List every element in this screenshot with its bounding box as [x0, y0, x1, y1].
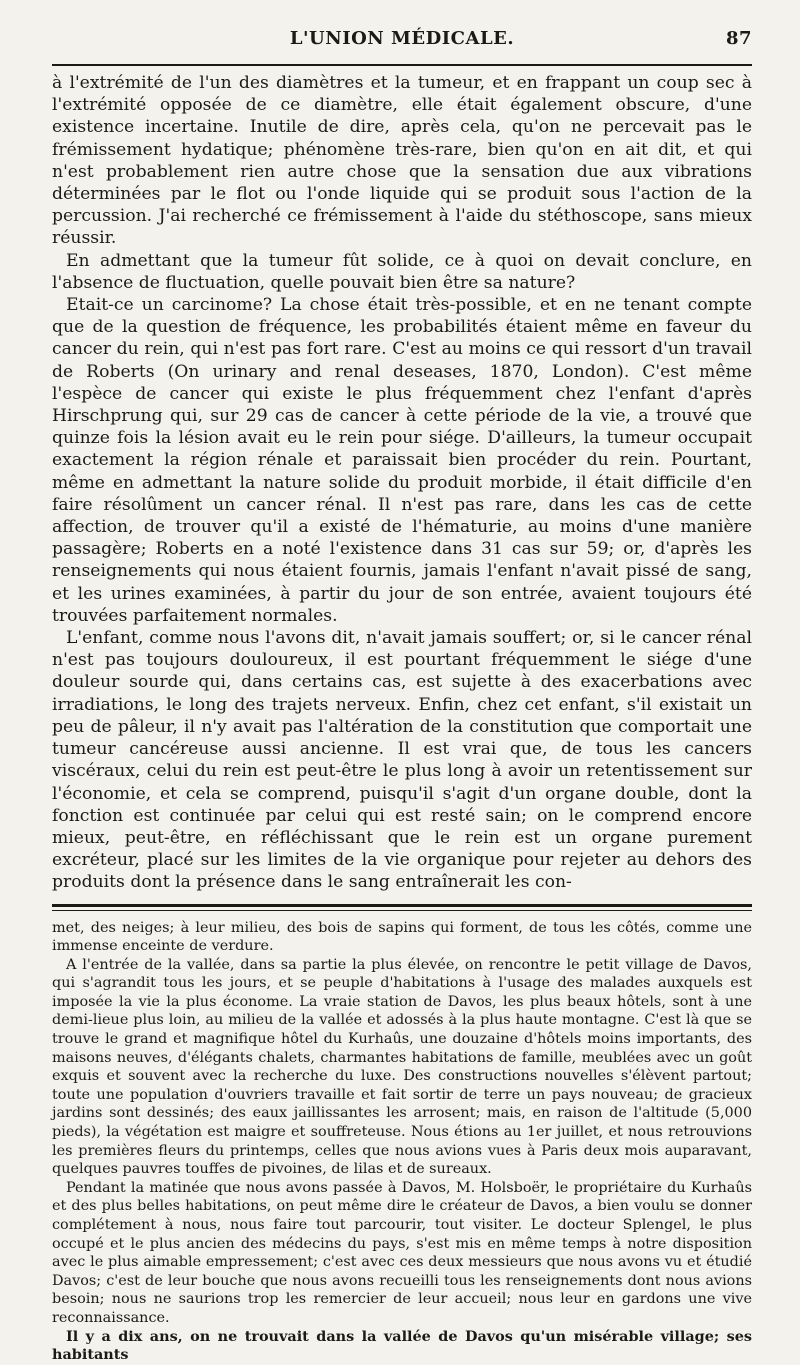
feuilleton-paragraph-2: A l'entrée de la vallée, dans sa partie la plus élevée, on rencontre le petit village de Davos, qui s'agrandit tous les jours, et se peuple d'habitations à l'usage des malades auxquels est imposée la vie la plus économe. La vraie station de Davos, les plus beaux hôtels, sont à une demi-lieue plus loin, au milieu de la vallée et adossés à la plus haute montagne. C'est là que se trouve le grand et magnifique hôtel du Kurhaûs, une douzaine d'hôtels moins importants, des maisons neuves, d'élégants chalets, charmantes habitations de famille, meublées avec un goût exquis et souvent avec la recherche du luxe. Des constructions nouvelles s'élèvent partout; toute une population d'ouvriers travaille et fait sortir de terre un pays nouveau; de gracieux jardins sont dessinés; des eaux jaillissantes les arrosent; mais, en raison de l'altitude (5,000 pieds), la végétation est maigre et souffreteuse. Nous étions au 1er juillet, et nous retrouvions les premières fleurs du printemps, celles que nous avions vues à Paris deux mois auparavant, quelques pauvres touffes de pivoines, de lilas et de sureaux.: [52, 956, 752, 1178]
page-number: 87: [725, 28, 752, 49]
main-paragraph-1: à l'extrémité de l'un des diamètres et la tumeur, et en frappant un coup sec à l'extrémité opposée de ce diamètre, elle était également obscure, d'une existence incertaine. Inutile de dire, après cela, qu'on ne percevait pas le frémissement hydatique; phénomène très-rare, bien qu'on en ait dit, et qui n'est probablement rien autre chose que la sensation due aux vibrations déterminées par le flot ou l'onde liquide qui se produit sous l'action de la percussion. J'ai recherché ce frémissement à l'aide du stéthoscope, sans mieux réussir.: [52, 73, 752, 249]
main-paragraph-2: En admettant que la tumeur fût solide, ce à quoi on devait conclure, en l'absence de fluctuation, quelle pouvait bien être sa nature?: [52, 250, 752, 293]
feuilleton-paragraph-1: met, des neiges; à leur milieu, des bois de sapins qui forment, de tous les côtés, comme une immense enceinte de verdure.: [52, 919, 752, 955]
feuilleton-divider: [52, 904, 752, 911]
header-rule: [52, 64, 752, 66]
main-paragraph-4: L'enfant, comme nous l'avons dit, n'avait jamais souffert; or, si le cancer rénal n'est pas toujours douloureux, il est pourtant fréquemment le siége d'une douleur sourde qui, dans certains cas, est sujette à des exacerbations avec irradiations, le long des trajets nerveux. Enfin, chez cet enfant, s'il existait un peu de pâleur, il n'y avait pas l'altération de la constitution que comportait une tumeur cancéreuse aussi ancienne. Il est vrai que, de tous les cancers viscéraux, celui du rein est peut-être le plus long à avoir un retentissement sur l'économie, et cela se comprend, puisqu'il s'agit d'un organe double, dont la fonction est continuée par celui qui est resté sain; on le comprend encore mieux, peut-être, en réfléchissant que le rein est un organe purement excréteur, placé sur les limites de la vie organique pour rejeter au dehors des produits dont la présence dans le sang entraînerait les con-: [52, 628, 752, 893]
main-paragraph-3: Etait-ce un carcinome? La chose était très-possible, et en ne tenant compte que de la question de fréquence, les probabilités étaient même en faveur du cancer du rein, qui n'est pas fort rare. C'est au moins ce qui ressort d'un travail de Roberts (On urinary and renal deseases, 1870, London). C'est même l'espèce de cancer qui existe le plus fréquemment chez l'enfant d'après Hirschprung qui, sur 29 cas de cancer à cette période de la vie, a trouvé que quinze fois la lésion avait eu le rein pour siége. D'ailleurs, la tumeur occupait exactement la région rénale et paraissait bien procéder du rein. Pourtant, même en admettant la nature solide du produit morbide, il était difficile d'en faire résolûment un cancer rénal. Il n'est pas rare, dans les cas de cette affection, de trouver qu'il a existé de l'hématurie, au moins d'une manière passagère; Roberts en a noté l'existence dans 31 cas sur 59; or, d'après les renseignements qui nous étaient fournis, jamais l'enfant n'avait pissé de sang, et les urines examinées, à partir du jour de son entrée, avaient toujours été trouvées parfaitement normales.: [52, 295, 752, 626]
running-header: [52, 22, 752, 56]
journal-title: L'UNION MÉDICALE.: [289, 28, 515, 49]
feuilleton-paragraph-3: Pendant la matinée que nous avons passée à Davos, M. Holsboër, le propriétaire du Kurhaûs et des plus belles habitations, on peut même dire le créateur de Davos, a bien voulu se donner complétement à nous, nous faire tout parcourir, tout visiter. Le docteur Splengel, le plus occupé et le plus ancien des médecins du pays, s'est mis en même temps à notre disposition avec le plus aimable empressement; c'est avec ces deux messieurs que nous avons vu et étudié Davos; c'est de leur bouche que nous avons recueilli tous les renseignements dont nous avions besoin; nous ne saurions trop les remercier de leur accueil; nous leur en gardons une vive reconnaissance.: [52, 1179, 752, 1326]
feuilleton-column: [52, 919, 752, 1365]
main-column: [52, 72, 752, 894]
feuilleton-paragraph-4: Il y a dix ans, on ne trouvait dans la vallée de Davos qu'un misérable village; ses habitants: [52, 1327, 752, 1364]
